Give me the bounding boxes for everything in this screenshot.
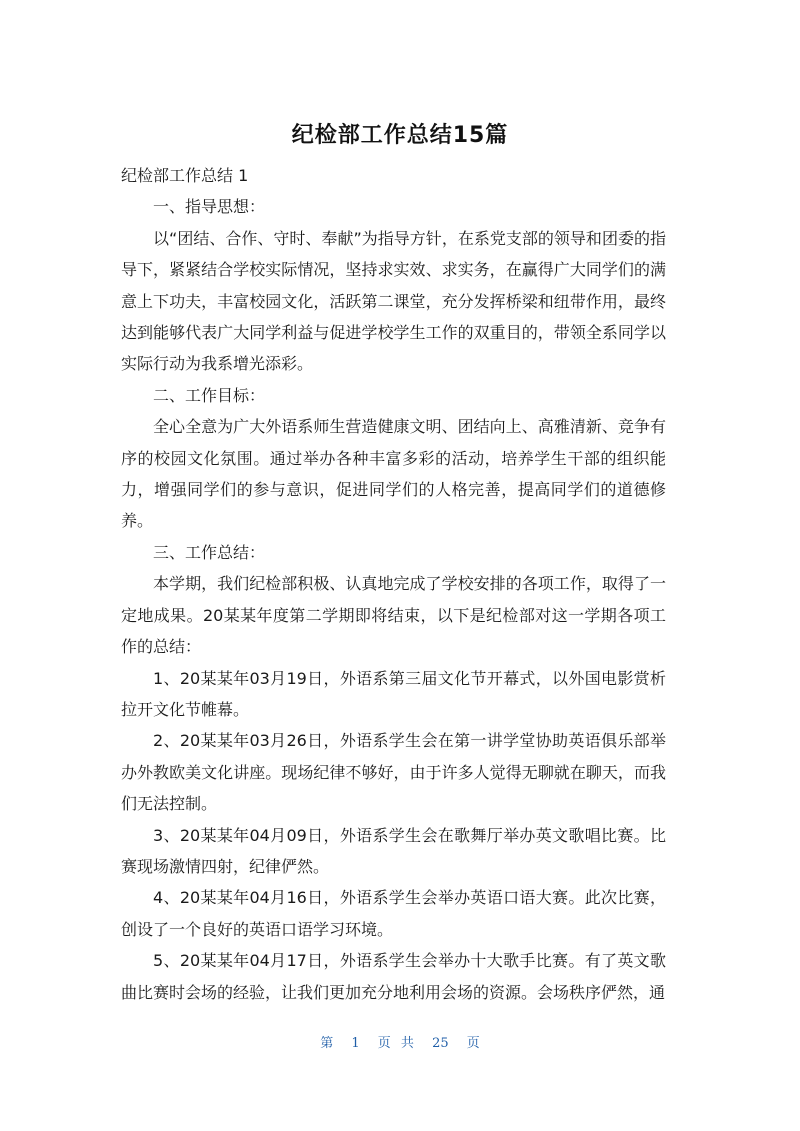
paragraph-work-summary: 本学期，我们纪检部积极、认真地完成了学校安排的各项工作，取得了一定地成果。20某某年度第二学期即将结束，以下是纪检部对这一学期各项工作的总结： — [121, 574, 666, 657]
list-item: 1、20某某年03月19日，外语系第三届文化节开幕式，以外国电影赏析拉开文化节帷幕。 — [121, 668, 666, 719]
document-title: 纪检部工作总结15篇 — [291, 123, 509, 148]
list-item: 5、20某某年04月17日，外语系学生会举办十大歌手比赛。有了英文歌曲比赛时会场的经验，让我们更加充分地利用会场的资源。会场秩序俨然，通 — [121, 951, 666, 1002]
footer-suffix: 页 — [466, 1036, 480, 1051]
document-body — [121, 160, 666, 1008]
list-item: 3、20某某年04月09日，外语系学生会在歌舞厅举办英文歌唱比赛。比赛现场激情四射，纪律俨然。 — [121, 825, 666, 876]
footer-prefix: 第 — [320, 1036, 334, 1051]
page-footer — [0, 1032, 800, 1051]
footer-page-number: 1 — [351, 1036, 360, 1051]
paragraph-guiding-thought: 以“团结、合作、守时、奉献”为指导方针，在系党支部的领导和团委的指导下，紧紧结合学校实际情况，坚持求实效、求实务，在赢得广大同学们的满意上下功夫，丰富校园文化，活跃第二课堂，充分发挥桥梁和纽带作用，最终达到能够代表广大同学利益与促进学校学生工作的双重目的，带领全系同学以实际行动为我系增光添彩。 — [121, 228, 666, 374]
section-heading: 纪检部工作总结 1 — [121, 166, 249, 185]
list-item: 2、20某某年03月26日，外语系学生会在第一讲学堂协助英语俱乐部举办外教欧美文化讲座。现场纪律不够好，由于许多人觉得无聊就在聊天，而我们无法控制。 — [121, 731, 666, 814]
list-item: 4、20某某年04月16日，外语系学生会举办英语口语大赛。此次比赛，创设了一个良好的英语口语学习环境。 — [121, 888, 666, 939]
subheading-work-summary: 三、工作总结： — [153, 542, 266, 562]
subheading-work-goal: 二、工作目标： — [153, 385, 266, 405]
footer-total-pages: 25 — [432, 1036, 449, 1051]
subheading-guiding-thought: 一、指导思想： — [153, 197, 266, 217]
footer-middle: 页 共 — [377, 1036, 414, 1051]
paragraph-work-goal: 全心全意为广大外语系师生营造健康文明、团结向上、高雅清新、竞争有序的校园文化氛围。通过举办各种丰富多彩的活动，培养学生干部的组织能力，增强同学们的参与意识，促进同学们的人格完善，提高同学们的道德修养。 — [121, 417, 666, 531]
